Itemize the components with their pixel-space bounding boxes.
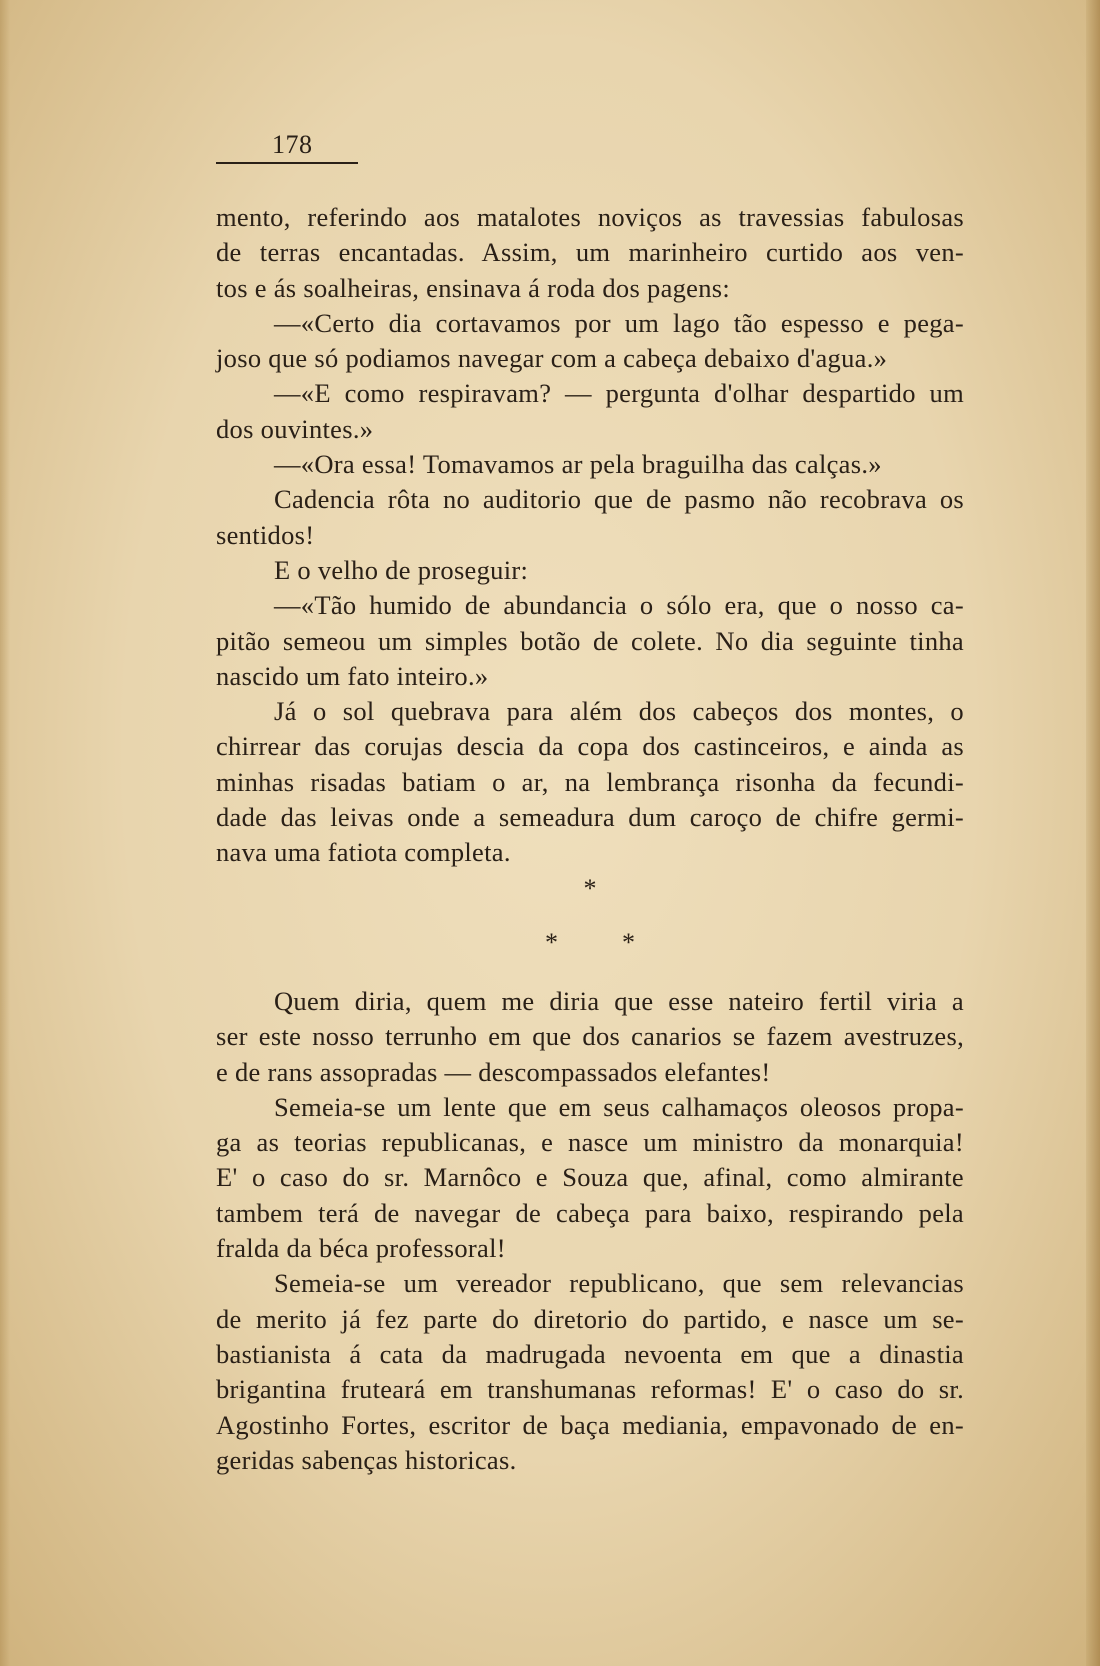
text-line: Já o sol quebrava para além dos cabeços dos montes, o xyxy=(274,696,964,727)
asterism-top xyxy=(216,876,964,902)
text-line: tos e ás soalheiras, ensinava á roda dos pagens: xyxy=(216,272,731,303)
text-line: de merito já fez parte do diretorio do partido, e nasce um se- xyxy=(216,1303,964,1334)
text-line: de terras encantadas. Assim, um marinheiro curtido aos ven- xyxy=(216,237,964,268)
text-line: Semeia-se um vereador republicano, que sem relevancias xyxy=(274,1268,964,1299)
text-line: —«Ora essa! Tomavamos ar pela braguilha das calças.» xyxy=(274,449,882,480)
text-line: pitão semeou um simples botão de colete. No dia seguinte tinha xyxy=(216,625,964,656)
page-edge-right xyxy=(1086,0,1100,1666)
text-line: Agostinho Fortes, escritor de baça mediania, empavonado de en- xyxy=(216,1409,964,1440)
text-line: E o velho de proseguir: xyxy=(274,554,529,585)
body-text-section-2 xyxy=(216,984,964,1478)
text-line: geridas sabenças historicas. xyxy=(216,1444,517,1475)
text-line: nascido um fato inteiro.» xyxy=(216,660,489,691)
text-line: minhas risadas batiam o ar, na lembrança risonha da fecundi- xyxy=(216,766,964,797)
text-line: joso que só podiamos navegar com a cabeça debaixo d'agua.» xyxy=(216,343,888,374)
page-edge-left xyxy=(0,0,10,1666)
body-text-section-1 xyxy=(216,200,964,871)
asterisk: * xyxy=(622,928,635,957)
text-line: e de rans assopradas — descompassados elefantes! xyxy=(216,1056,771,1087)
text-line: fralda da béca professoral! xyxy=(216,1233,506,1264)
text-line: Quem diria, quem me diria que esse nateiro fertil viria a xyxy=(274,986,964,1016)
text-line: bastianista á cata da madrugada nevoenta em que a dinastia xyxy=(216,1338,964,1369)
text-line: Semeia-se um lente que em seus calhamaços oleosos propa- xyxy=(274,1091,964,1122)
text-line: ser este nosso terrunho em que dos canarios se fazem avestruzes, xyxy=(216,1021,964,1052)
text-line: ga as teorias republicanas, e nasce um ministro da monarquia! xyxy=(216,1127,964,1158)
text-line: nava uma fatiota completa. xyxy=(216,837,511,868)
asterism-bottom xyxy=(216,930,964,956)
text-line: chirrear das corujas descia da copa dos castinceiros, e ainda as xyxy=(216,731,964,762)
text-line: —«E como respiravam? — pergunta d'olhar despartido um xyxy=(274,378,964,409)
page-number: 178 xyxy=(272,130,313,159)
page-header xyxy=(216,130,358,166)
text-line: E' o caso do sr. Marnôco e Souza que, afinal, como almirante xyxy=(216,1162,964,1193)
asterisk: * xyxy=(583,874,597,903)
header-rule xyxy=(216,162,358,164)
text-line: dos ouvintes.» xyxy=(216,413,374,444)
asterisk: * xyxy=(545,928,558,957)
text-line: sentidos! xyxy=(216,519,315,550)
text-line: —«Certo dia cortavamos por um lago tão espesso e pega- xyxy=(274,307,964,338)
text-line: dade das leivas onde a semeadura dum caroço de chifre germi- xyxy=(216,802,964,833)
text-line: —«Tão humido de abundancia o sólo era, que o nosso ca- xyxy=(274,590,964,621)
text-line: mento, referindo aos matalotes noviços as travessias fabulosas xyxy=(216,202,964,232)
text-line: Cadencia rôta no auditorio que de pasmo não recobrava os xyxy=(274,484,964,515)
text-line: brigantina fruteará em transhumanas reformas! E' o caso do sr. xyxy=(216,1374,964,1405)
text-line: tambem terá de navegar de cabeça para baixo, respirando pela xyxy=(216,1197,964,1228)
